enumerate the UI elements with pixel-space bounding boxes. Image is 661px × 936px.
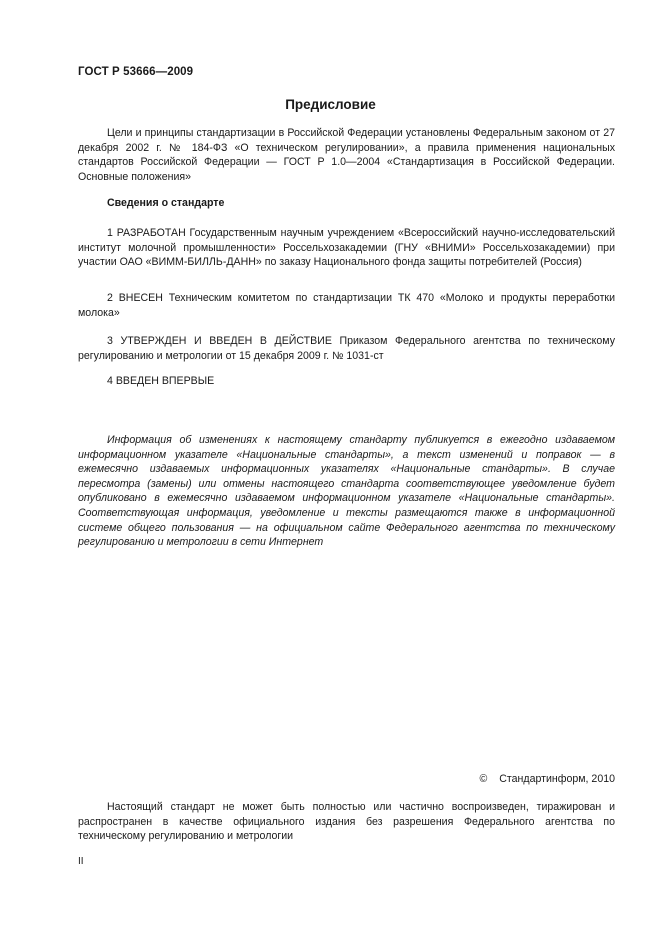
item-introduced: 2 ВНЕСЕН Техническим комитетом по стандартизации ТК 470 «Молоко и продукты переработки молока»	[78, 292, 615, 319]
item-approved: 3 УТВЕРЖДЕН И ВВЕДЕН В ДЕЙСТВИЕ Приказом Федерального агентства по техническому регулированию и метрологии от 15 декабря 2009 г. № 1031-ст	[78, 335, 615, 362]
reproduction-notice: Настоящий стандарт не может быть полностью или частично воспроизведен, тиражирован и распространен в качестве официального издания без разрешения Федерального агентства по техническому регулированию и метрологии	[78, 801, 615, 843]
section-subheading: Сведения о стандарте	[107, 197, 225, 209]
intro-paragraph: Цели и принципы стандартизации в Российской Федерации установлены Федеральным законом от 27 декабря 2002 г. № 184-ФЗ «О техническом регулировании», а правила применения национальных стандартов Российской Федерации — ГОСТ Р 1.0—2004 «Стандартизация в Российской Федерации. Основные положения»	[78, 127, 615, 183]
page-number: II	[78, 856, 84, 867]
copyright-symbol: ©	[479, 773, 488, 785]
standard-code: ГОСТ Р 53666—2009	[78, 66, 194, 78]
copyright-holder: Стандартинформ, 2010	[499, 773, 615, 785]
notice-paragraph: Информация об изменениях к настоящему стандарту публикуется в ежегодно издаваемом информационном указателе «Национальные стандарты», а текст изменений и поправок — в ежемесячно издаваемых информационных указателях «Национальные стандарты». В случае пересмотра (замены) или отмены настоящего стандарта соответствующее уведомление будет опубликовано в ежемесячно издаваемом информационном указателе «Национальные стандарты». Соответствующая информация, уведомление и тексты размещаются также в информационной системе общего пользования — на официальном сайте Федерального агентства по техническому регулированию и метрологии в сети Интернет	[78, 434, 615, 549]
item-developed: 1 РАЗРАБОТАН Государственным научным учреждением «Всероссийский научно-исследовательский институт молочной промышленности» Россельхозакадемии (ГНУ «ВНИМИ» Россельхозакадемии) при участии ОАО «ВИММ-БИЛЛЬ-ДАНН» по заказу Национального фонда защиты потребителей (Россия)	[78, 227, 615, 269]
page-title: Предисловие	[285, 97, 376, 112]
item-first-introduced: 4 ВВЕДЕН ВПЕРВЫЕ	[107, 375, 215, 387]
copyright-line	[479, 773, 615, 785]
